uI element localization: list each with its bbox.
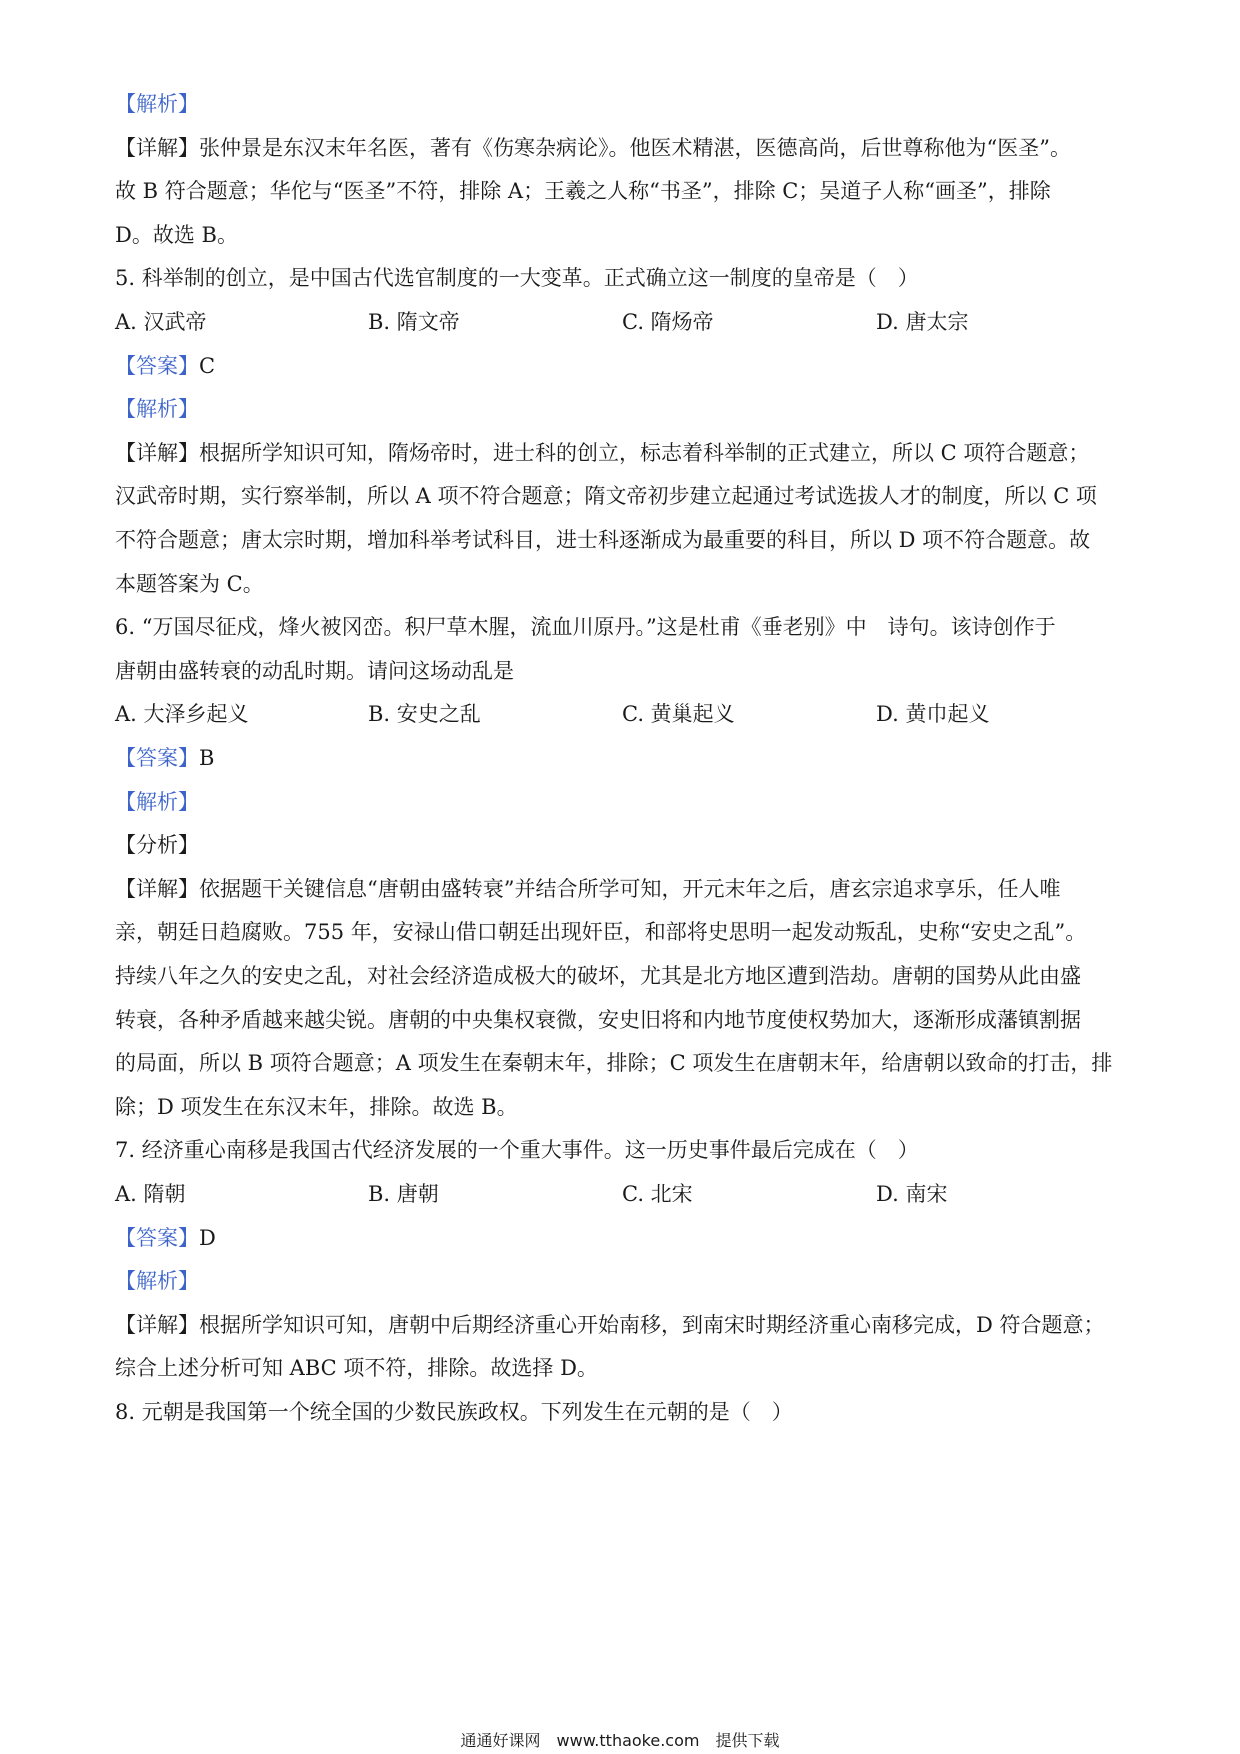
answer-line [115, 1224, 216, 1252]
line-text: 7. 经济重心南移是我国古代经济发展的一个重大事件。这一历史事件最后完成在（ ） [115, 1138, 919, 1162]
text-line [115, 1311, 1105, 1339]
line-text: 汉武帝时期，实行察举制，所以 A 项不符合题意；隋文帝初步建立起通过考试选拔人才的制度，所以 C 项 [115, 484, 1097, 508]
text-line [115, 657, 514, 685]
text-line [115, 1006, 1081, 1034]
text-line [115, 439, 1089, 467]
line-text: 持续八年之久的安史之乱，对社会经济造成极大的破坏，尤其是北方地区遭到浩劫。唐朝的国势从此由盛 [115, 964, 1081, 988]
section-tag: 【答案】 [115, 746, 199, 770]
text-line [115, 395, 199, 423]
section-tag: 【解析】 [115, 1269, 199, 1293]
line-text: C [199, 354, 216, 378]
option-c: C. 隋炀帝 [622, 310, 714, 334]
section-tag: 【解析】 [115, 397, 199, 421]
line-text: 张仲景是东汉末年名医，著有《伤寒杂病论》。他医术精湛，医德高尚，后世尊称他为“医圣”。 [199, 136, 1071, 160]
line-text: D [199, 1226, 216, 1250]
page-footer: 通通好课网 www.tthaoke.com 提供下载 [460, 1731, 780, 1750]
section-tag: 【详解】 [115, 877, 199, 901]
text-line [115, 221, 238, 249]
text-line [115, 1049, 1112, 1077]
text-line [115, 788, 199, 816]
text-line [115, 1093, 518, 1121]
line-text: 5. 科举制的创立，是中国古代选官制度的一大变革。正式确立这一制度的皇帝是（ ） [115, 266, 919, 290]
question-stem [115, 264, 919, 292]
line-text: 故 B 符合题意；华佗与“医圣”不符，排除 A；王羲之人称“书圣”，排除 C；吴道子人称“画圣”，排除 [115, 179, 1051, 203]
text-line [115, 831, 199, 859]
section-tag: 【分析】 [115, 833, 199, 857]
text-line [115, 1354, 598, 1382]
line-text: 8. 元朝是我国第一个统全国的少数民族政权。下列发生在元朝的是（ ） [115, 1400, 793, 1424]
question-stem [115, 613, 1056, 641]
line-text: B [199, 746, 215, 770]
text-line [115, 875, 1060, 903]
option-b: B. 隋文帝 [368, 310, 460, 334]
line-text: D。故选 B。 [115, 223, 238, 247]
question-stem [115, 1398, 793, 1426]
line-text: 除；D 项发生在东汉末年，排除。故选 B。 [115, 1095, 518, 1119]
text-line [115, 482, 1097, 510]
text-line [115, 918, 1086, 946]
text-line [115, 526, 1090, 554]
text-line [115, 962, 1081, 990]
section-tag: 【答案】 [115, 1226, 199, 1250]
text-line [115, 90, 199, 118]
line-text: 唐朝由盛转衰的动乱时期。请问这场动乱是 [115, 659, 514, 683]
line-text: 的局面，所以 B 项符合题意；A 项发生在秦朝末年，排除；C 项发生在唐朝末年，给唐朝以致命的打击，排 [115, 1051, 1113, 1075]
option-d: D. 唐太宗 [876, 310, 969, 334]
answer-line [115, 744, 214, 772]
option-a: A. 汉武帝 [115, 310, 207, 334]
option-a: A. 隋朝 [115, 1182, 186, 1206]
option-c: C. 黄巢起义 [622, 702, 735, 726]
section-tag: 【答案】 [115, 354, 199, 378]
section-tag: 【解析】 [115, 92, 199, 116]
text-line [115, 1267, 199, 1295]
text-line [115, 177, 1051, 205]
question-stem [115, 1136, 919, 1164]
line-text: 根据所学知识可知，隋炀帝时，进士科的创立，标志着科举制的正式建立，所以 C 项符合题意； [199, 441, 1090, 465]
section-tag: 【解析】 [115, 790, 199, 814]
text-line [115, 570, 264, 598]
line-text: 依据题干关键信息“唐朝由盛转衰”并结合所学可知，开元末年之后，唐玄宗追求享乐，任人唯 [199, 877, 1061, 901]
line-text: 根据所学知识可知，唐朝中后期经济重心开始南移，到南宋时期经济重心南移完成，D 符合题意； [199, 1313, 1105, 1337]
option-b: B. 唐朝 [368, 1182, 439, 1206]
line-text: 亲，朝廷日趋腐败。755 年，安禄山借口朝廷出现奸臣，和部将史思明一起发动叛乱，史称“安史之乱”。 [115, 920, 1087, 944]
section-tag: 【详解】 [115, 136, 199, 160]
answer-line [115, 352, 215, 380]
section-tag: 【详解】 [115, 441, 199, 465]
line-text: 6. “万国尽征戍，烽火被冈峦。积尸草木腥，流血川原丹。”这是杜甫《垂老别》中 诗句。该诗创作于 [115, 615, 1056, 639]
option-c: C. 北宋 [622, 1182, 693, 1206]
option-b: B. 安史之乱 [368, 702, 481, 726]
line-text: 转衰，各种矛盾越来越尖锐。唐朝的中央集权衰微，安史旧将和内地节度使权势加大，逐渐形成藩镇割据 [115, 1008, 1081, 1032]
option-d: D. 南宋 [876, 1182, 948, 1206]
line-text: 本题答案为 C。 [115, 572, 264, 596]
line-text: 综合上述分析可知 ABC 项不符，排除。故选择 D。 [115, 1356, 598, 1380]
section-tag: 【详解】 [115, 1313, 199, 1337]
text-line [115, 134, 1071, 162]
option-a: A. 大泽乡起义 [115, 702, 249, 726]
line-text: 不符合题意；唐太宗时期，增加科举考试科目，进士科逐渐成为最重要的科目，所以 D 项不符合题意。故 [115, 528, 1091, 552]
option-d: D. 黄巾起义 [876, 702, 990, 726]
